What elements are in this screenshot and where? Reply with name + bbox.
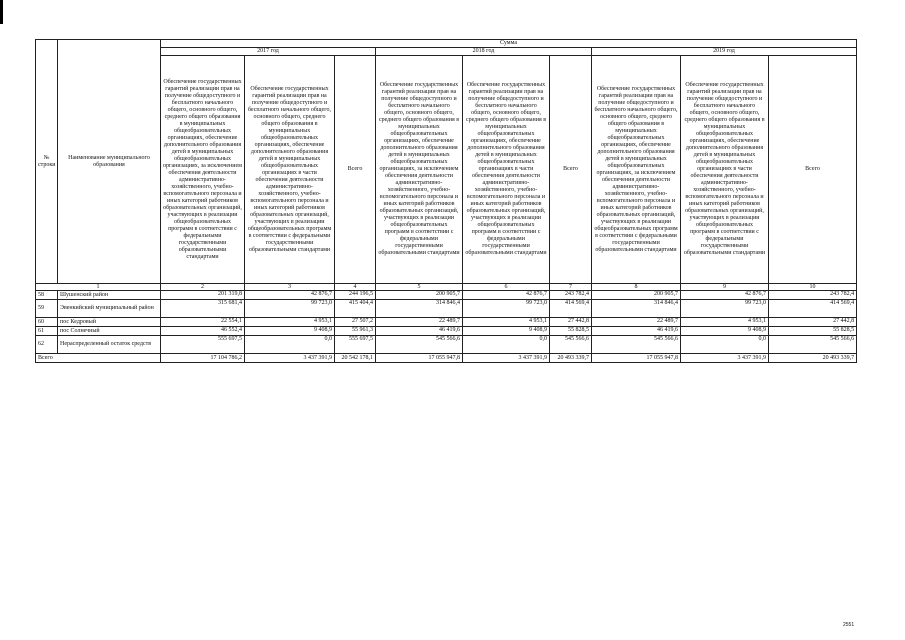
value-cell: 555 697,5 bbox=[161, 336, 245, 354]
municipality-name: пос Кедровый bbox=[58, 318, 161, 327]
value-cell: 42 876,7 bbox=[463, 291, 550, 300]
row-number: 61 bbox=[36, 327, 58, 336]
column-number: 10 bbox=[769, 284, 857, 291]
column-number: 1 bbox=[36, 284, 161, 291]
page-edge-mark bbox=[0, 0, 3, 24]
total-row bbox=[36, 354, 857, 363]
value-cell: 99 723,0 bbox=[245, 300, 335, 318]
column-number: 4 bbox=[335, 284, 376, 291]
municipality-name: Нераспределенный остаток средств bbox=[58, 336, 161, 354]
value-cell: 46 419,6 bbox=[376, 327, 463, 336]
value-cell: 243 782,4 bbox=[769, 291, 857, 300]
municipality-name: Эвенкийский муниципальный район bbox=[58, 300, 161, 318]
total-cell: 3 437 391,9 bbox=[681, 354, 769, 363]
row-number: 60 bbox=[36, 318, 58, 327]
value-cell: 314 846,4 bbox=[376, 300, 463, 318]
value-cell: 545 566,6 bbox=[376, 336, 463, 354]
row-number: 59 bbox=[36, 300, 58, 318]
total-cell: 20 542 178,1 bbox=[335, 354, 376, 363]
header-sum: Сумма bbox=[161, 40, 857, 48]
column-number: 6 bbox=[463, 284, 550, 291]
column-number: 7 bbox=[550, 284, 592, 291]
header-2019-col-a: Обеспечение государственных гарантий реализации прав на получение общедоступного и бесплатного начального общего, основного общего, среднего общего образования в муниципальных общеобразовательных организациях, обеспечение дополнительного образования детей в муниципальных общеобразовательных организациях, за исключением обеспечения деятельности административно-хозяйственного, учебно-вспомогательного персонала и иных категорий работников образовательных организаций, участвующих в реализации общеобразовательных программ в соответствии с федеральными государственными образовательными стандартами bbox=[592, 56, 681, 284]
value-cell: 46 419,6 bbox=[592, 327, 681, 336]
value-cell: 27 442,8 bbox=[769, 318, 857, 327]
table-row bbox=[36, 318, 857, 327]
total-cell: 17 104 786,2 bbox=[161, 354, 245, 363]
value-cell: 555 697,5 bbox=[335, 336, 376, 354]
value-cell: 414 569,4 bbox=[550, 300, 592, 318]
value-cell: 201 319,8 bbox=[161, 291, 245, 300]
value-cell: 22 489,7 bbox=[592, 318, 681, 327]
value-cell: 244 196,5 bbox=[335, 291, 376, 300]
table-row bbox=[36, 327, 857, 336]
header-2017-col-b: Обеспечение государственных гарантий реализации прав на получение общедоступного и бесплатного начального общего, основного общего, среднего общего образования в муниципальных общеобразовательных организациях, обеспечение дополнительного образования детей в муниципальных общеобразовательных организациях в части обеспечения деятельности административно-хозяйственного, учебно-вспомогательного персонала и иных категорий работников образовательных организаций, участвующих в реализации общеобразовательных программ в соответствии с федеральными государственными образовательными стандартами bbox=[245, 56, 335, 284]
value-cell: 243 782,4 bbox=[550, 291, 592, 300]
header-year-2018: 2018 год bbox=[376, 48, 592, 56]
header-2017-total: Всего bbox=[335, 56, 376, 284]
value-cell: 22 489,7 bbox=[376, 318, 463, 327]
value-cell: 545 566,6 bbox=[769, 336, 857, 354]
value-cell: 99 723,0 bbox=[463, 300, 550, 318]
total-cell: 20 493 339,7 bbox=[769, 354, 857, 363]
value-cell: 42 876,7 bbox=[245, 291, 335, 300]
header-2018-col-b: Обеспечение государственных гарантий реализации прав на получение общедоступного и бесплатного начального общего, основного общего, среднего общего образования в муниципальных общеобразовательных организациях, обеспечение дополнительного образования детей в муниципальных общеобразовательных организациях в части обеспечения деятельности административно-хозяйственного, учебно-вспомогательного персонала и иных категорий работников образовательных организаций, участвующих в реализации общеобразовательных программ в соответствии с федеральными государственными образовательными стандартами bbox=[463, 56, 550, 284]
value-cell: 545 566,6 bbox=[550, 336, 592, 354]
value-cell: 4 953,1 bbox=[463, 318, 550, 327]
header-2019-total: Всего bbox=[769, 56, 857, 284]
value-cell: 55 828,5 bbox=[769, 327, 857, 336]
total-cell: 3 437 391,9 bbox=[463, 354, 550, 363]
header-2017-col-a: Обеспечение государственных гарантий реализации прав на получение общедоступного и бесплатного начального общего, основного общего, среднего общего образования в муниципальных общеобразовательных организациях, обеспечение дополнительного образования детей в муниципальных общеобразовательных организациях, за исключением обеспечения деятельности административно-хозяйственного, учебно-вспомогательного персонала и иных категорий работников образовательных организаций, участвующих в реализации общеобразовательных программ в соответствии с федеральными государственными образовательными стандартами bbox=[161, 56, 245, 284]
page-number: 2551 bbox=[843, 622, 855, 628]
row-number: 62 bbox=[36, 336, 58, 354]
column-number: 3 bbox=[245, 284, 335, 291]
column-numbers-row bbox=[36, 284, 857, 291]
value-cell: 545 566,6 bbox=[592, 336, 681, 354]
header-year-2017: 2017 год bbox=[161, 48, 376, 56]
value-cell: 22 554,1 bbox=[161, 318, 245, 327]
column-number: 8 bbox=[592, 284, 681, 291]
value-cell: 200 905,7 bbox=[592, 291, 681, 300]
value-cell: 4 953,1 bbox=[681, 318, 769, 327]
total-cell: 17 055 947,8 bbox=[592, 354, 681, 363]
budget-table bbox=[35, 39, 857, 363]
value-cell: 27 442,8 bbox=[550, 318, 592, 327]
value-cell: 9 408,9 bbox=[681, 327, 769, 336]
header-year-2019: 2019 год bbox=[592, 48, 857, 56]
column-number: 2 bbox=[161, 284, 245, 291]
value-cell: 415 404,4 bbox=[335, 300, 376, 318]
row-number: 58 bbox=[36, 291, 58, 300]
value-cell: 4 953,1 bbox=[245, 318, 335, 327]
value-cell: 55 961,3 bbox=[335, 327, 376, 336]
value-cell: 0,0 bbox=[463, 336, 550, 354]
value-cell: 315 681,4 bbox=[161, 300, 245, 318]
value-cell: 27 507,2 bbox=[335, 318, 376, 327]
total-cell: 20 493 339,7 bbox=[550, 354, 592, 363]
value-cell: 0,0 bbox=[245, 336, 335, 354]
total-cell: 3 437 391,9 bbox=[245, 354, 335, 363]
value-cell: 9 408,9 bbox=[463, 327, 550, 336]
value-cell: 9 408,9 bbox=[245, 327, 335, 336]
header-municipality: Наименование муниципального образования bbox=[58, 40, 161, 284]
header-2018-total: Всего bbox=[550, 56, 592, 284]
header-row-no: № строки bbox=[36, 40, 58, 284]
total-label: Всего bbox=[36, 354, 161, 363]
table-row bbox=[36, 336, 857, 354]
value-cell: 314 846,4 bbox=[592, 300, 681, 318]
table-row bbox=[36, 300, 857, 318]
value-cell: 46 552,4 bbox=[161, 327, 245, 336]
header-2019-col-b: Обеспечение государственных гарантий реализации прав на получение общедоступного и бесплатного начального общего, основного общего, среднего общего образования в муниципальных общеобразовательных организациях, обеспечение дополнительного образования детей в муниципальных общеобразовательных организациях в части обеспечения деятельности административно-хозяйственного, учебно-вспомогательного персонала и иных категорий работников образовательных организаций, участвующих в реализации общеобразовательных программ в соответствии с федеральными государственными образовательными стандартами bbox=[681, 56, 769, 284]
value-cell: 414 569,4 bbox=[769, 300, 857, 318]
value-cell: 0,0 bbox=[681, 336, 769, 354]
header-2018-col-a: Обеспечение государственных гарантий реализации прав на получение общедоступного и бесплатного начального общего, основного общего, среднего общего образования в муниципальных общеобразовательных организациях, обеспечение дополнительного образования детей в муниципальных общеобразовательных организациях, за исключением обеспечения деятельности административно-хозяйственного, учебно-вспомогательного персонала и иных категорий работников образовательных организаций, участвующих в реализации общеобразовательных программ в соответствии с федеральными государственными образовательными стандартами bbox=[376, 56, 463, 284]
municipality-name: Шушенский район bbox=[58, 291, 161, 300]
table-row bbox=[36, 291, 857, 300]
value-cell: 200 905,7 bbox=[376, 291, 463, 300]
municipality-name: пос Солнечный bbox=[58, 327, 161, 336]
column-number: 5 bbox=[376, 284, 463, 291]
value-cell: 55 828,5 bbox=[550, 327, 592, 336]
total-cell: 17 055 947,8 bbox=[376, 354, 463, 363]
value-cell: 42 876,7 bbox=[681, 291, 769, 300]
value-cell: 99 723,0 bbox=[681, 300, 769, 318]
column-number: 9 bbox=[681, 284, 769, 291]
